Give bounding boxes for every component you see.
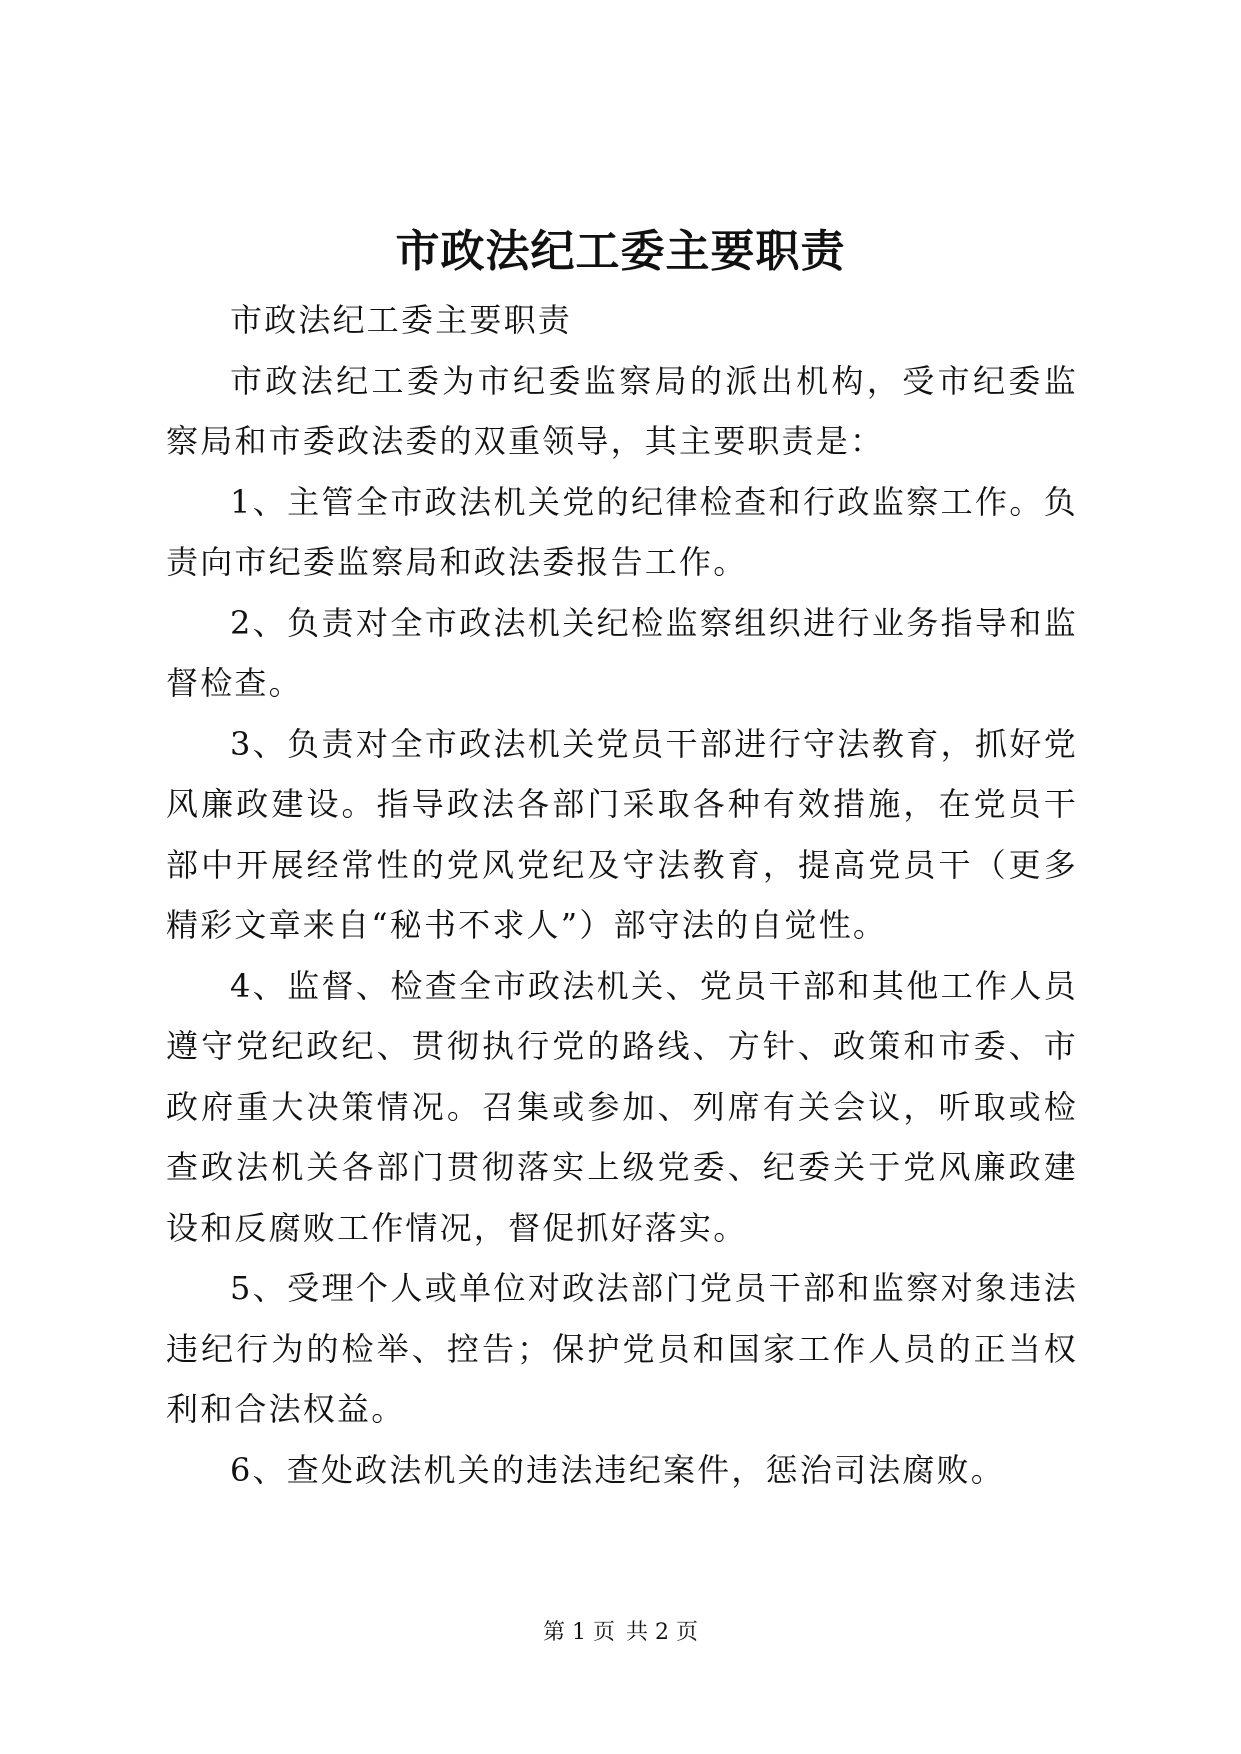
page-number: 第 1 页 [543,1620,615,1645]
paragraph-duty-2: 2、负责对全市政法机关纪检监察组织进行业务指导和监督检查。 [166,603,1078,702]
paragraph-intro: 市政法纪工委为市纪委监察局的派出机构，受市纪委监察局和市委政法委的双重领导，其主要职责是： [166,361,1078,460]
page-footer [0,1618,1241,1648]
paragraph-duty-5: 5、受理个人或单位对政法部门党员干部和监察对象违法违纪行为的检举、控告；保护党员和国家工作人员的正当权利和合法权益。 [166,1269,1078,1428]
paragraph-duty-4: 4、监督、检查全市政法机关、党员干部和其他工作人员遵守党纪政纪、贯彻执行党的路线、方针、政策和市委、市政府重大决策情况。召集或参加、列席有关会议，听取或检查政法机关各部门贯彻落实上级党委、纪委关于党风廉政建设和反腐败工作情况，督促抓好落实。 [166,966,1078,1247]
paragraph-duty-6: 6、查处政法机关的违法违纪案件，惩治司法腐败。 [230,1450,1005,1489]
paragraph-duty-1: 1、主管全市政法机关党的纪律检查和行政监察工作。负责向市纪委监察局和政法委报告工作。 [166,482,1078,581]
page-total: 共 2 页 [626,1620,698,1645]
document-title: 市政法纪工委主要职责 [395,226,846,277]
paragraph-duty-3: 3、负责对全市政法机关党员干部进行守法教育，抓好党风廉政建设。指导政法各部门采取各种有效措施，在党员干部中开展经常性的党风党纪及守法教育，提高党员干（更多精彩文章来自“秘书不求人”）部守法的自觉性。 [166,724,1078,944]
document-body [166,290,1078,1500]
paragraph-subtitle: 市政法纪工委主要职责 [230,301,573,339]
